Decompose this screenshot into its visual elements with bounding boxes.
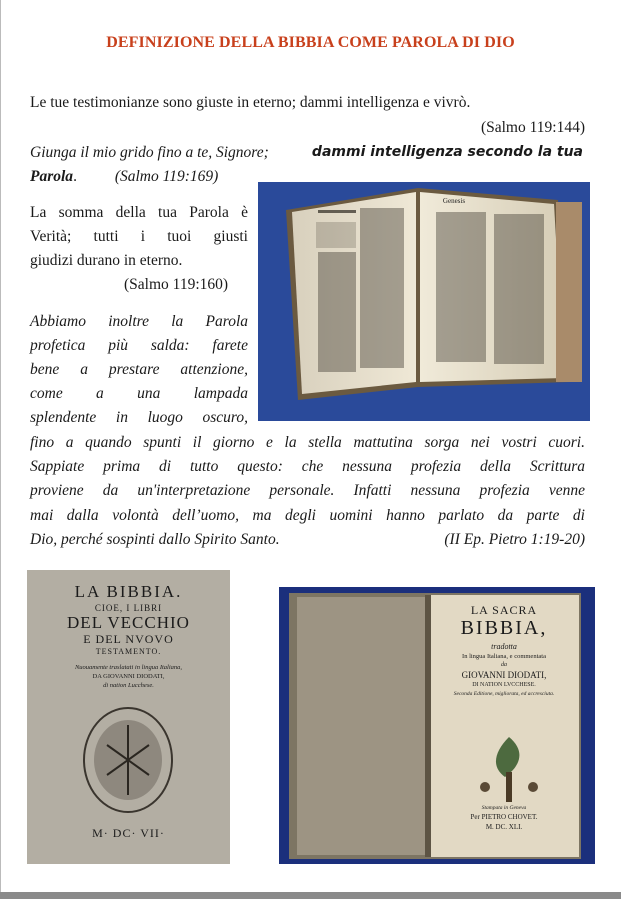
bible-1641-imprint1: Stampata in Geneva [481,805,527,811]
bible-1641-line2: BIBBIA, [460,617,548,639]
open-bible-illustration [258,182,590,421]
quote-pietro-line8: proviene da un'interpretazione personale. Infatti nessuna profezia venne [30,482,585,499]
quote-salmo-169-period: . [73,168,77,185]
ref-salmo-144: (Salmo 119:144) [480,119,585,136]
bible-1641-imprint2: Per PIETRO CHOVET. [470,813,538,821]
bible-1607-small3: di nation Lucchese. [103,682,154,689]
quote-pietro-line10: Dio, perché sospinti dallo Spirito Santo. [30,531,280,548]
bible-1641-line8: Seconda Editione, migliorata, ed accresciuta. [453,691,555,697]
bible-1641-line5: da [501,662,507,668]
bible-1641-line7: DI NATION LVCCHESE. [472,682,536,688]
bible-1607-line5: TESTAMENTO. [95,647,162,656]
bible-1607-small1: Nuouamente traslatati in lingua Italiana, [74,664,183,671]
quote-salmo-144: Le tue testimonianze sono giuste in eterno; dammi intelligenza e vivrò. [30,94,471,111]
quote-salmo-169-italic: Giunga il mio grido fino a te, Signore; [30,144,269,161]
page-bottom-bar [0,892,621,899]
bible-1607-line3: DEL VECCHIO [67,613,190,632]
bible-1641-photo [279,587,595,864]
quote-pietro-line7: Sappiate prima di tutto questo: che nessuna profezia della Scrittura [30,458,585,475]
bible-1641-line1: LA SACRA [470,603,538,617]
bible-1641-line3: tradotta [491,642,517,651]
quote-salmo-169-line1 [30,144,583,162]
page-left-border [0,0,1,899]
quote-pietro-line3: bene a prestare attenzione, [30,361,248,378]
bible-1607-line4: E DEL NVOVO [83,632,174,646]
quote-salmo-169-bold: dammi intelligenza secondo la tua [311,144,583,160]
open-bible-header: Genesis [442,197,466,205]
quote-salmo-160-line1: La somma della tua Parola è [30,204,248,221]
quote-pietro-line6: fino a quando spunti il giorno e la stella mattutina sorga nei vostri cuori. [30,434,585,451]
open-bible-photo [258,182,590,421]
quote-pietro-line2: profetica più salda: farete [30,337,248,354]
quote-salmo-160-line3: giudizi durano in eterno. [30,252,183,269]
bible-1641-year: M. DC. XLI. [485,823,523,831]
quote-pietro-line4: come a una lampada [30,385,248,402]
quote-pietro-line1: Abbiamo inoltre la Parola [30,313,248,330]
page-title: DEFINIZIONE DELLA BIBBIA COME PAROLA DI DIO [106,34,515,51]
quote-salmo-160-line2: Verità; tutti i tuoi giusti [30,228,248,245]
bible-1607-small2: DA GIOVANNI DIODATI, [92,673,165,680]
bible-1607-line2: CIOE, I LIBRI [94,603,163,613]
quote-pietro-line9: mai dalla volontà dell’uomo, ma degli uomini hanno parlato da parte di [30,507,585,524]
bible-1607-year: M· DC· VII· [92,826,165,840]
quote-salmo-169-parola: Parola [30,168,74,185]
ref-salmo-160: (Salmo 119:160) [124,276,229,293]
quote-pietro-line5: splendente in luogo oscuro, [30,409,248,426]
ref-pietro: (II Ep. Pietro 1:19-20) [444,531,585,548]
bible-1607-line1: LA BIBBIA. [74,582,183,601]
ref-salmo-169: (Salmo 119:169) [114,168,219,185]
bible-1641-line4: In lingua Italiana, e commentata [462,653,546,660]
bible-1607-photo [27,570,230,864]
quote-salmo-169-line2 [30,168,218,186]
bible-1641-line6: GIOVANNI DIODATI, [461,670,547,680]
